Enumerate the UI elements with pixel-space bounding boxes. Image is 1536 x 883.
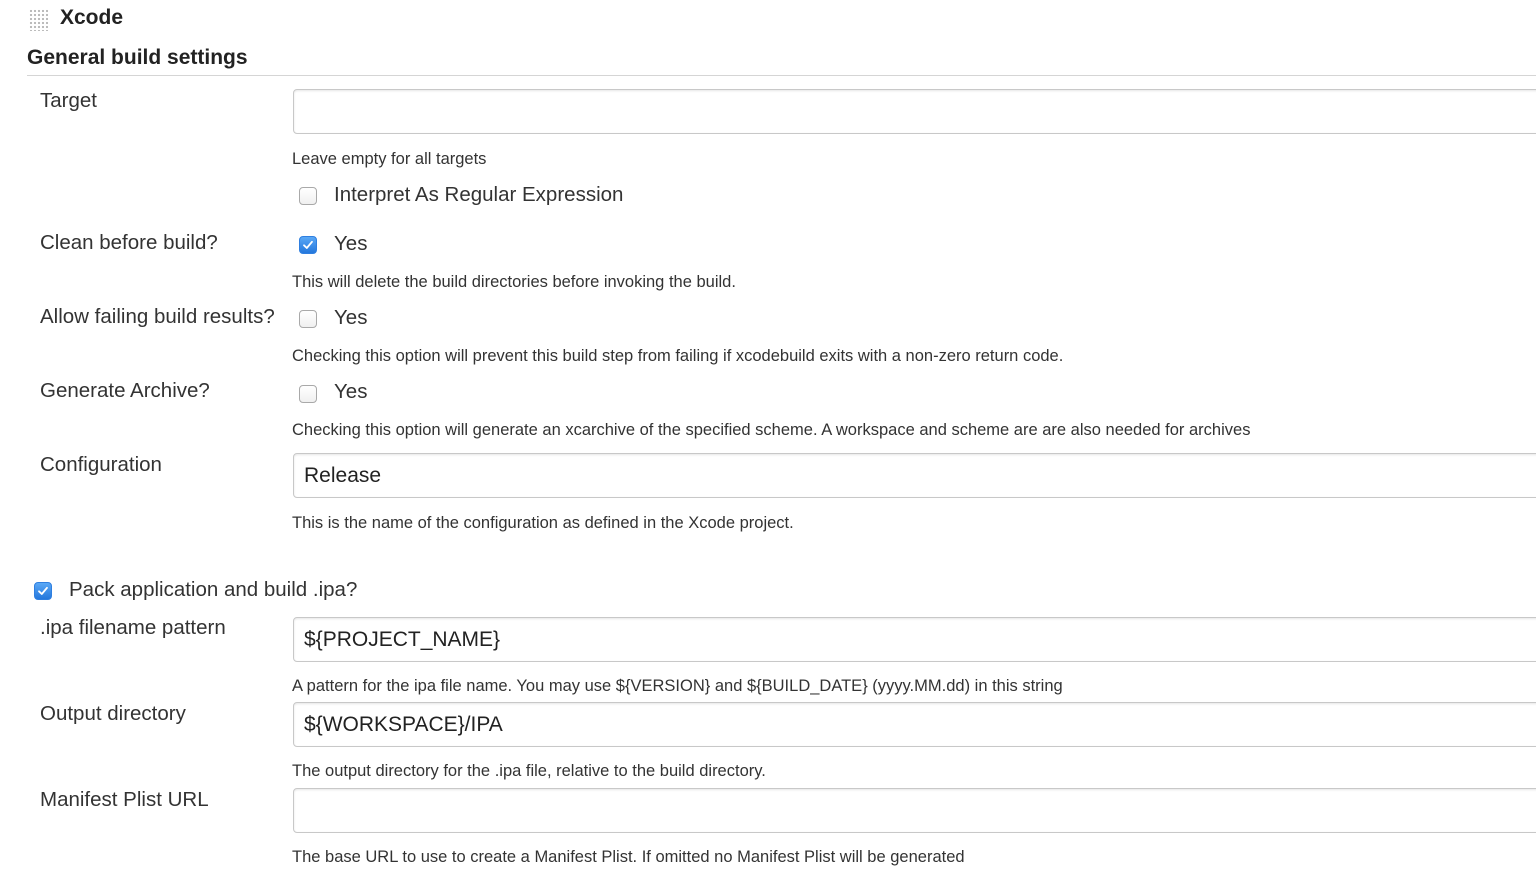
group-heading: General build settings [27,46,248,69]
target-label: Target [40,89,97,112]
ipa-pattern-label: .ipa filename pattern [40,616,226,639]
manifest-help: The base URL to use to create a Manifest Plist. If omitted no Manifest Plist will be generated [292,848,965,866]
allow-failing-option-label[interactable]: Yes [334,306,368,329]
archive-checkbox[interactable] [299,385,317,403]
archive-help: Checking this option will generate an xcarchive of the specified scheme. A workspace and scheme are are also needed for archives [292,421,1251,439]
target-help: Leave empty for all targets [292,150,487,168]
regex-checkbox-label[interactable]: Interpret As Regular Expression [334,183,624,206]
clean-label: Clean before build? [40,231,218,254]
configuration-help: This is the name of the configuration as defined in the Xcode project. [292,514,794,532]
clean-help: This will delete the build directories before invoking the build. [292,273,736,291]
configuration-input[interactable] [293,453,1536,498]
archive-label: Generate Archive? [40,379,210,402]
ipa-pattern-help: A pattern for the ipa file name. You may use ${VERSION} and ${BUILD_DATE} (yyyy.MM.dd) in this string [292,677,1063,695]
archive-option-label[interactable]: Yes [334,380,368,403]
pack-checkbox[interactable] [34,582,52,600]
output-dir-input[interactable] [293,702,1536,747]
checkmark-icon [302,239,314,251]
output-dir-help: The output directory for the .ipa file, relative to the build directory. [292,762,766,780]
manifest-input[interactable] [293,788,1536,833]
clean-option-label[interactable]: Yes [334,232,368,255]
target-input[interactable] [293,89,1536,134]
group-divider [27,75,1536,76]
drag-handle-icon[interactable] [29,9,48,31]
section-title: Xcode [60,6,124,29]
pack-checkbox-label[interactable]: Pack application and build .ipa? [69,578,358,601]
regex-checkbox[interactable] [299,187,317,205]
allow-failing-label: Allow failing build results? [40,305,275,328]
allow-failing-help: Checking this option will prevent this build step from failing if xcodebuild exits with a non-zero return code. [292,347,1064,365]
output-dir-label: Output directory [40,702,186,725]
manifest-label: Manifest Plist URL [40,788,209,811]
clean-checkbox[interactable] [299,236,317,254]
configuration-label: Configuration [40,453,162,476]
ipa-pattern-input[interactable] [293,617,1536,662]
checkmark-icon [37,585,49,597]
allow-failing-checkbox[interactable] [299,310,317,328]
